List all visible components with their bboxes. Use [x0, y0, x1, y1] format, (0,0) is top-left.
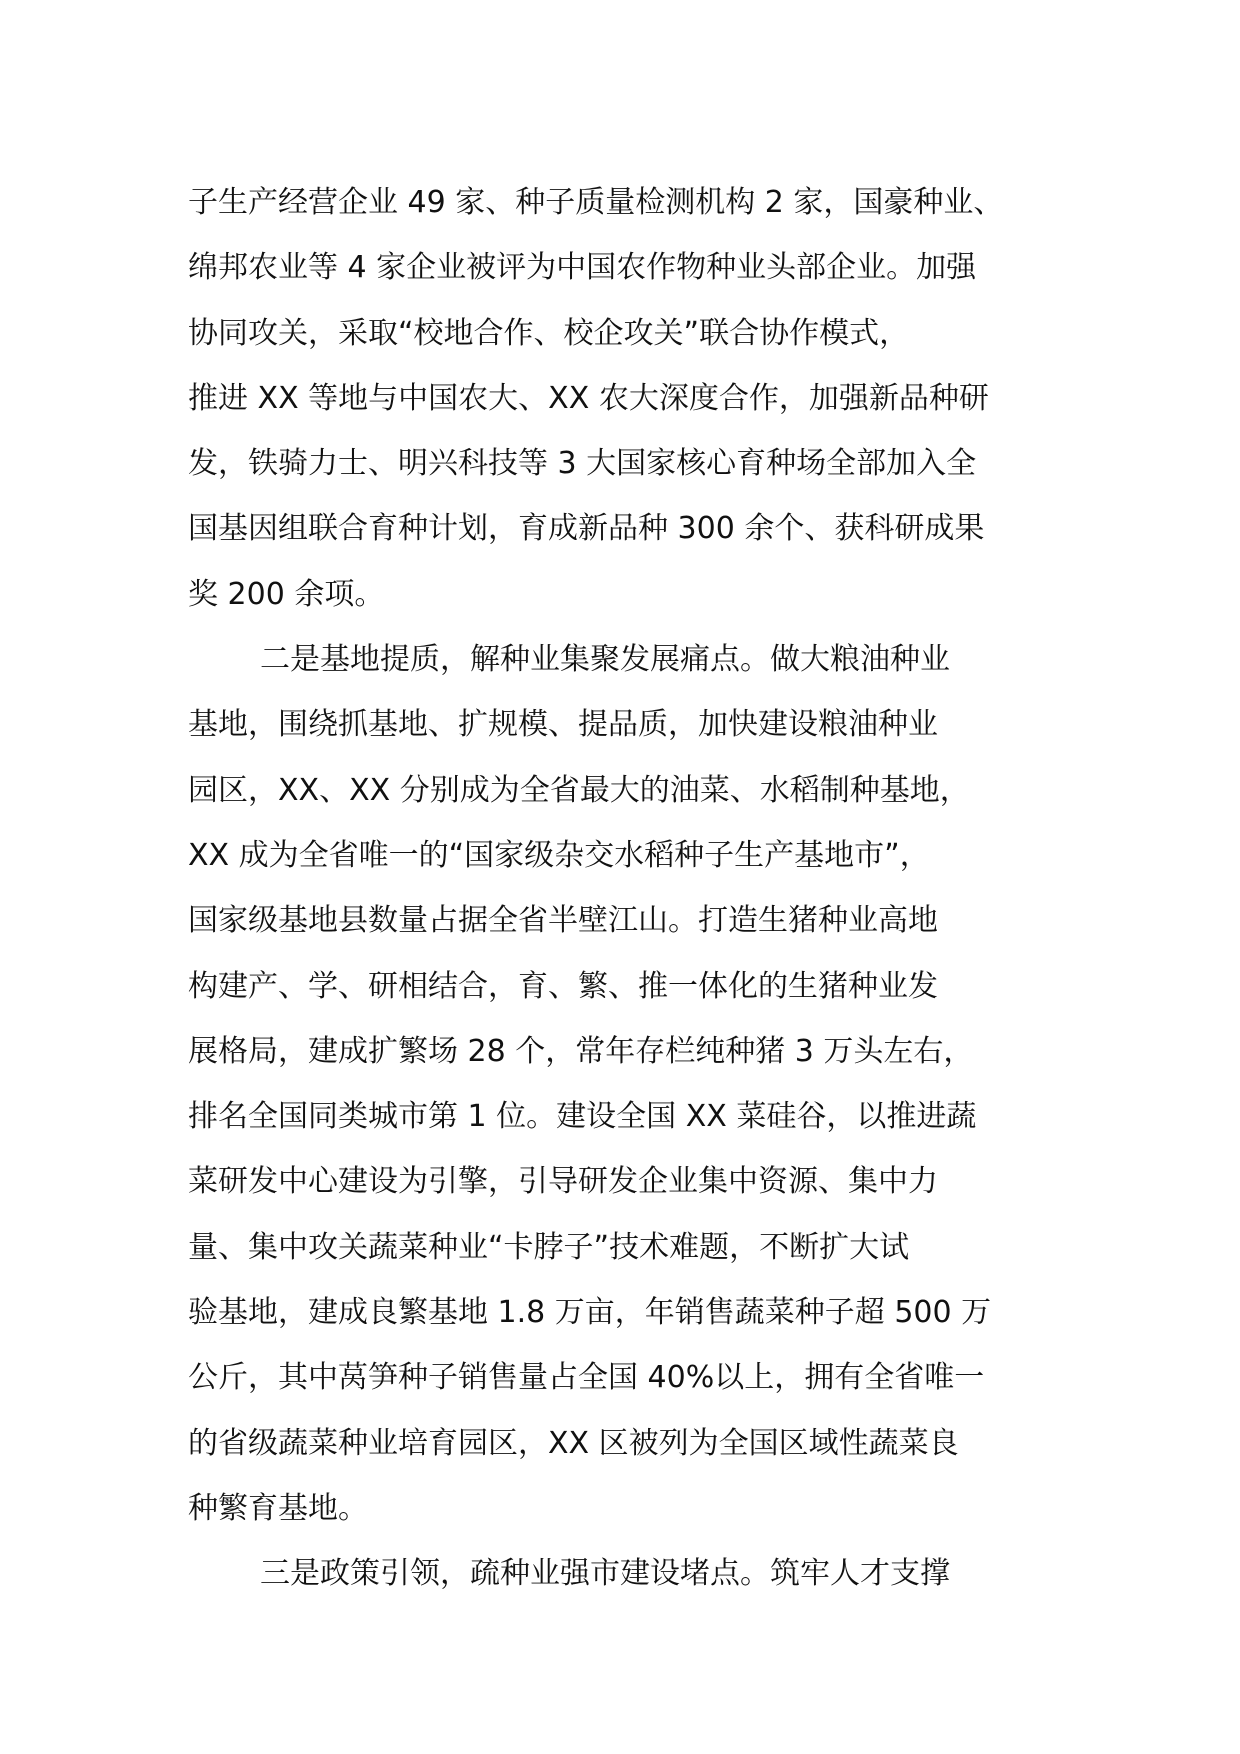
text-line: 量、集中攻关蔬菜种业“卡脖子”技术难题，不断扩大试 [188, 1229, 910, 1265]
text-line: 园区，XX、XX 分别成为全省最大的油菜、水稻制种基地， [188, 772, 970, 808]
text-line: XX 成为全省唯一的“国家级杂交水稻种子生产基地市”， [188, 837, 930, 873]
text-line: 奖 200 余项。 [188, 576, 385, 612]
text-line: 三是政策引领，疏种业强市建设堵点。筑牢人才支撑 [260, 1556, 950, 1592]
text-line: 的省级蔬菜种业培育园区，XX 区被列为全国区域性蔬菜良 [188, 1425, 959, 1461]
document-body [188, 170, 1088, 1607]
paragraph-continuation [188, 170, 1088, 627]
text-line: 协同攻关，采取“校地合作、校企攻关”联合协作模式， [188, 315, 910, 351]
text-line: 子生产经营企业 49 家、种子质量检测机构 2 家，国豪种业、 [188, 185, 1004, 220]
text-line: 国基因组联合育种计划，育成新品种 300 余个、获科研成果 [188, 511, 985, 547]
text-line: 推进 XX 等地与中国农大、XX 农大深度合作，加强新品种研 [188, 380, 989, 416]
text-line: 种繁育基地。 [188, 1490, 368, 1526]
text-line: 排名全国同类城市第 1 位。建设全国 XX 菜硅谷，以推进蔬 [188, 1099, 977, 1135]
paragraph-policy-lead [188, 1541, 1088, 1606]
text-line: 验基地，建成良繁基地 1.8 万亩，年销售蔬菜种子超 500 万 [188, 1295, 992, 1331]
text-line: 绵邦农业等 4 家企业被评为中国农作物种业头部企业。加强 [188, 250, 977, 286]
text-line: 展格局，建成扩繁场 28 个，常年存栏纯种猪 3 万头左右， [188, 1033, 974, 1069]
text-line: 菜研发中心建设为引擎，引导研发企业集中资源、集中力 [188, 1164, 938, 1200]
text-line: 发，铁骑力士、明兴科技等 3 大国家核心育种场全部加入全 [188, 446, 977, 482]
text-line: 公斤，其中莴笋种子销售量占全国 40%以上，拥有全省唯一 [188, 1360, 985, 1396]
text-line: 基地，围绕抓基地、扩规模、提品质，加快建设粮油种业 [188, 707, 938, 743]
text-line: 二是基地提质，解种业集聚发展痛点。做大粮油种业 [260, 642, 950, 678]
text-line: 构建产、学、研相结合，育、繁、推一体化的生猪种业发 [188, 968, 938, 1004]
paragraph-base-quality [188, 627, 1088, 1541]
text-line: 国家级基地县数量占据全省半壁江山。打造生猪种业高地 [188, 903, 938, 939]
